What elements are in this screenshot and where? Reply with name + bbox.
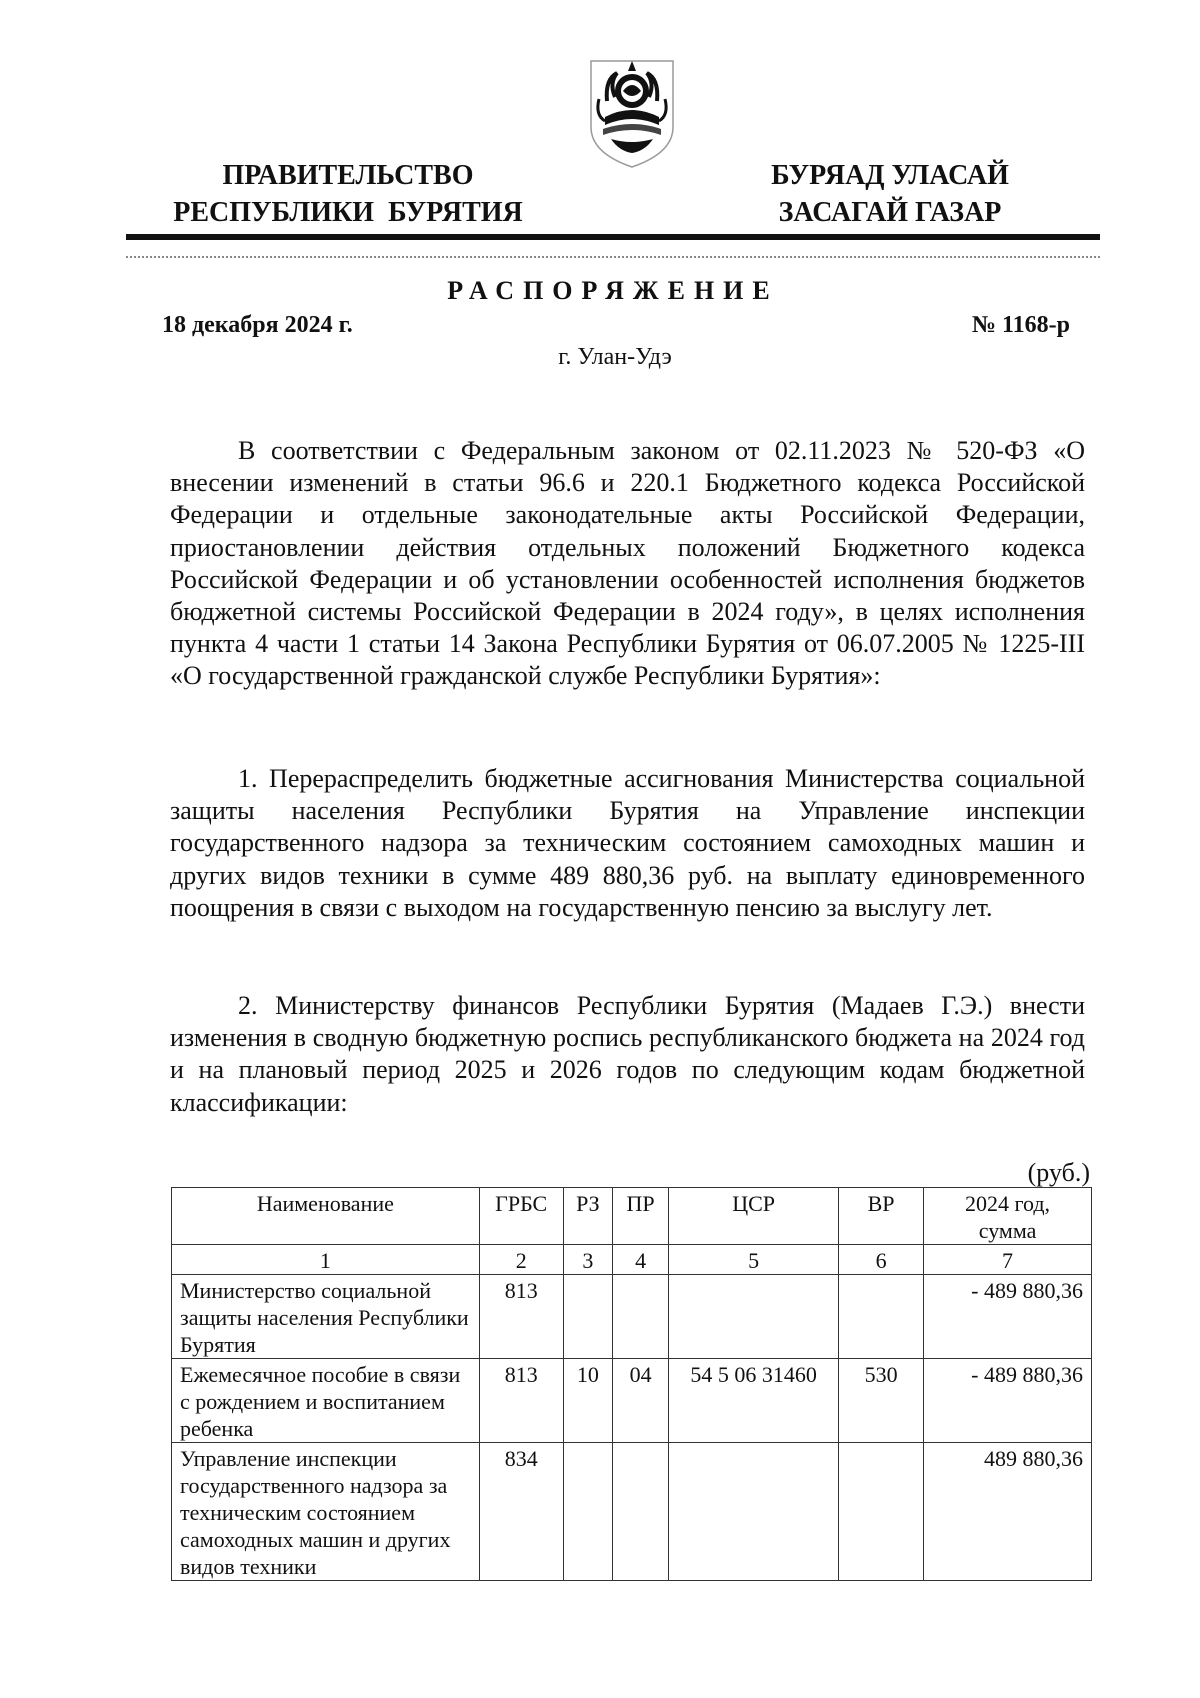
row-pr: 04 — [613, 1359, 669, 1443]
row-csr: 54 5 06 31460 — [669, 1359, 839, 1443]
row-rz: 10 — [563, 1359, 612, 1443]
item-2-paragraph: 2. Министерству финансов Республики Бурятия (Мадаев Г.Э.) внести изменения в сводную бюджетную роспись республиканского бюджета на 2024 год и на плановый период 2025 и 2026 годов по следующим кодам бюджетной классификации: — [170, 991, 1085, 1117]
row-sum: - 489 880,36 — [924, 1359, 1092, 1443]
column-number: 1 — [172, 1245, 480, 1275]
row-csr — [669, 1275, 839, 1359]
row-csr — [669, 1443, 839, 1581]
header-grbs: ГРБС — [479, 1188, 563, 1245]
row-name: Ежемесячное пособие в связи с рождением и воспитанием ребенка — [172, 1359, 480, 1443]
row-vr: 530 — [839, 1359, 924, 1443]
header-sum-line2: сумма — [978, 1218, 1037, 1243]
row-vr — [839, 1275, 924, 1359]
header-sum — [924, 1188, 1092, 1245]
table-row — [172, 1359, 1092, 1443]
column-number: 3 — [563, 1245, 612, 1275]
header-divider-dotted — [126, 256, 1100, 258]
header-rz: РЗ — [563, 1188, 612, 1245]
table-header-row — [172, 1188, 1092, 1245]
column-number: 4 — [613, 1245, 669, 1275]
item-1-paragraph: 1. Перераспределить бюджетные ассигнования Министерства социальной защиты населения Республики Бурятия на Управление инспекции государственного надзора за техническим состоянием самоходных машин и других видов техники в сумме 489 880,36 руб. на выплату единовременного поощрения в связи с выходом на государственную пенсию за выслугу лет. — [170, 764, 1085, 922]
document-number: № 1168-р — [971, 312, 1070, 338]
header-org-russian — [158, 157, 538, 231]
column-number: 2 — [479, 1245, 563, 1275]
header-vr: ВР — [839, 1188, 924, 1245]
row-sum: - 489 880,36 — [924, 1275, 1092, 1359]
column-number: 6 — [839, 1245, 924, 1275]
preamble-paragraph: В соответствии с Федеральным законом от 02.11.2023 № 520-ФЗ «О внесении изменений в статьи 96.6 и 220.1 Бюджетного кодекса Российской Федерации и отдельные законодательные акты Российской Федерации, приостановлении действия отдельных положений Бюджетного кодекса Российской Федерации и об установлении особенностей исполнения бюджетов бюджетной системы Российской Федерации в 2024 году», в целях исполнения пункта 4 части 1 статьи 14 Закона Республики Бурятия от 06.07.2005 № 1225-III «О государственной гражданской службе Республики Бурятия»: — [170, 436, 1085, 691]
coat-of-arms-emblem — [585, 55, 679, 170]
document-date: 18 декабря 2024 г. — [162, 312, 353, 338]
row-sum: 489 880,36 — [924, 1443, 1092, 1581]
row-grbs: 813 — [479, 1359, 563, 1443]
row-vr — [839, 1443, 924, 1581]
row-name: Министерство социальной защиты населения Республики Бурятия — [172, 1275, 480, 1359]
table-row — [172, 1443, 1092, 1581]
table-row — [172, 1275, 1092, 1359]
table-unit-label: (руб.) — [1027, 1158, 1090, 1187]
header-pr: ПР — [613, 1188, 669, 1245]
row-rz — [563, 1443, 612, 1581]
row-name: Управление инспекции государственного надзора за техническим состоянием самоходных машин и других видов техники — [172, 1443, 480, 1581]
row-pr — [613, 1275, 669, 1359]
header-right-line1: БУРЯАД УЛАСАЙ — [771, 160, 1009, 191]
document-city: г. Улан-Удэ — [558, 344, 672, 370]
header-sum-line1: 2024 год, — [965, 1191, 1051, 1216]
header-divider-thick — [126, 234, 1100, 240]
row-rz — [563, 1275, 612, 1359]
header-org-buryat — [735, 157, 1045, 231]
header-csr: ЦСР — [669, 1188, 839, 1245]
row-grbs: 813 — [479, 1275, 563, 1359]
header-name: Наименование — [172, 1188, 480, 1245]
document-title: РАСПОРЯЖЕНИЕ — [447, 276, 779, 305]
column-number: 5 — [669, 1245, 839, 1275]
column-number: 7 — [924, 1245, 1092, 1275]
header-left-line2: РЕСПУБЛИКИ БУРЯТИЯ — [173, 197, 523, 228]
row-grbs: 834 — [479, 1443, 563, 1581]
budget-table — [171, 1187, 1092, 1581]
row-pr — [613, 1443, 669, 1581]
header-left-line1: ПРАВИТЕЛЬСТВО — [222, 160, 474, 191]
column-number-row — [172, 1245, 1092, 1275]
header-right-line2: ЗАСАГАЙ ГАЗАР — [778, 197, 1002, 228]
